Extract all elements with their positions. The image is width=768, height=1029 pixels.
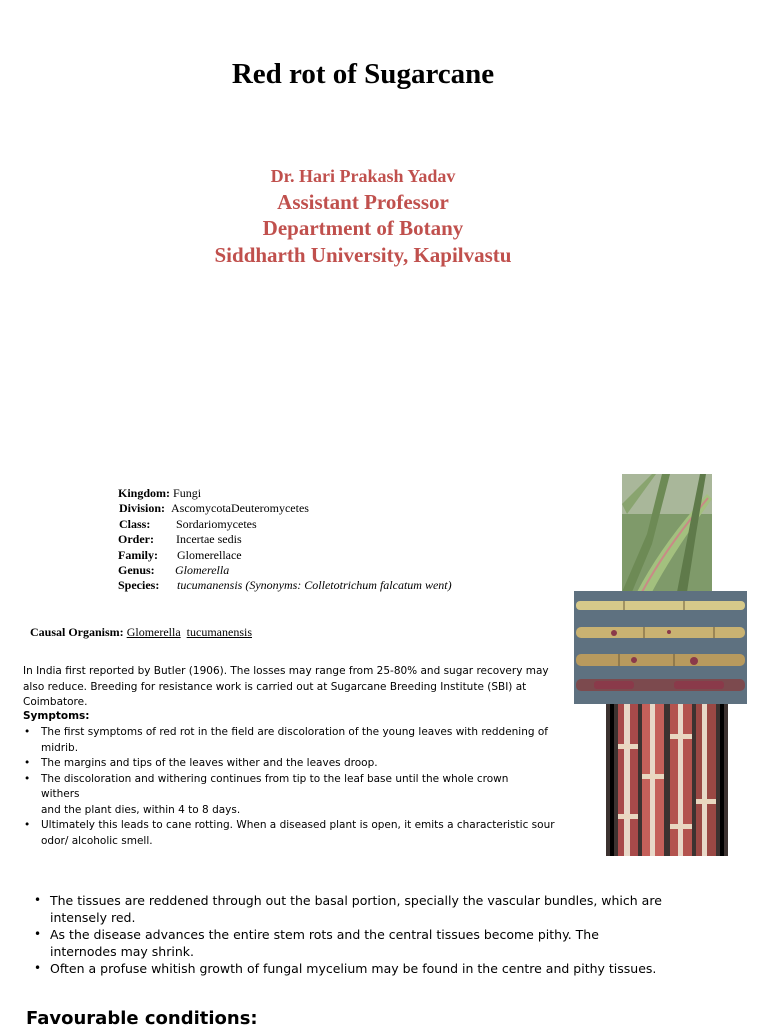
causal-species: tucumanensis [186,625,252,639]
symptom-text: Ultimately this leads to cane rotting. When a diseased plant is open, it emits a characteristic sour odor/ alcoholic smell. [41,819,555,847]
more-symptoms-list [32,892,662,977]
author-department: Department of Botany [262,216,464,240]
taxonomy-label: Class: [119,516,151,531]
cane-stalks-photo [574,591,747,704]
taxonomy-label: Kingdom: [118,486,171,500]
taxonomy-row-genus [118,563,452,578]
symptom-text: The margins and tips of the leaves wither and the leaves droop. [41,757,378,769]
symptoms-heading: Symptoms: [23,710,90,722]
taxonomy-label: Family: [118,547,158,562]
symptoms-list [23,725,563,849]
taxonomy-row-kingdom [118,486,452,501]
symptom-text: The tissues are reddened through out the basal portion, specially the vascular bundles, which are intensely red. [50,893,662,925]
taxonomy-value: AscomycotaDeuteromycetes [171,501,309,516]
taxonomy-label: Species: [118,578,160,593]
taxonomy-label: Order: [118,532,154,547]
symptom-text: • The discoloration and withering continues from tip to the leaf base until the whole crown withers [41,772,509,800]
causal-genus: Glomerella [126,625,181,639]
list-item [32,960,662,977]
author-position: Assistant Professor [277,190,449,214]
taxonomy-label: Division: [119,501,166,516]
taxonomy-row-family [118,548,452,563]
list-item [32,892,662,926]
taxonomy-value: Fungi [173,486,202,500]
list-item [23,725,563,756]
author-name: Dr. Hari Prakash Yadav [270,166,456,186]
taxonomy-value: tucumanensis (Synonyms: Colletotrichum falcatum went) [177,578,452,593]
taxonomy-row-order [118,532,452,547]
taxonomy-value: Glomerella [175,563,230,578]
list-item [32,926,662,960]
list-item [23,772,563,819]
taxonomy-table [118,486,452,594]
split-cane-photo [606,704,728,856]
symptom-text: Often a profuse whitish growth of fungal mycelium may be found in the centre and pithy tissues. [50,961,657,976]
intro-paragraph: In India first reported by Butler (1906). The losses may range from 25-80% and sugar recovery may also reduce. Breeding for resistance work is carried out at Sugarcane Breeding Institute (SBI) at Coimbatore. [23,665,549,708]
causal-organism [30,625,252,640]
taxonomy-value: Incertae sedis [176,532,242,547]
taxonomy-label: Genus: [118,563,155,578]
list-item [23,756,563,772]
causal-label: Causal Organism: [30,625,124,639]
list-item [23,818,563,849]
symptom-text: As the disease advances the entire stem rots and the central tissues become pithy. The internodes may shrink. [50,927,599,959]
taxonomy-row-division [118,501,452,516]
leaf-photo [622,474,712,592]
symptom-text: The first symptoms of red rot in the field are discoloration of the young leaves with reddening of midrib. [41,726,549,754]
taxonomy-value: Glomerellace [177,547,242,562]
author-university: Siddharth University, Kapilvastu [214,243,512,267]
taxonomy-row-class [118,517,452,532]
page-title: Red rot of Sugarcane [231,58,495,90]
taxonomy-row-species [118,578,452,593]
taxonomy-value: Sordariomycetes [176,516,257,531]
symptom-continuation: and the plant dies, within 4 to 8 days. [41,803,241,816]
favourable-conditions-heading: Favourable conditions: [26,1008,258,1029]
